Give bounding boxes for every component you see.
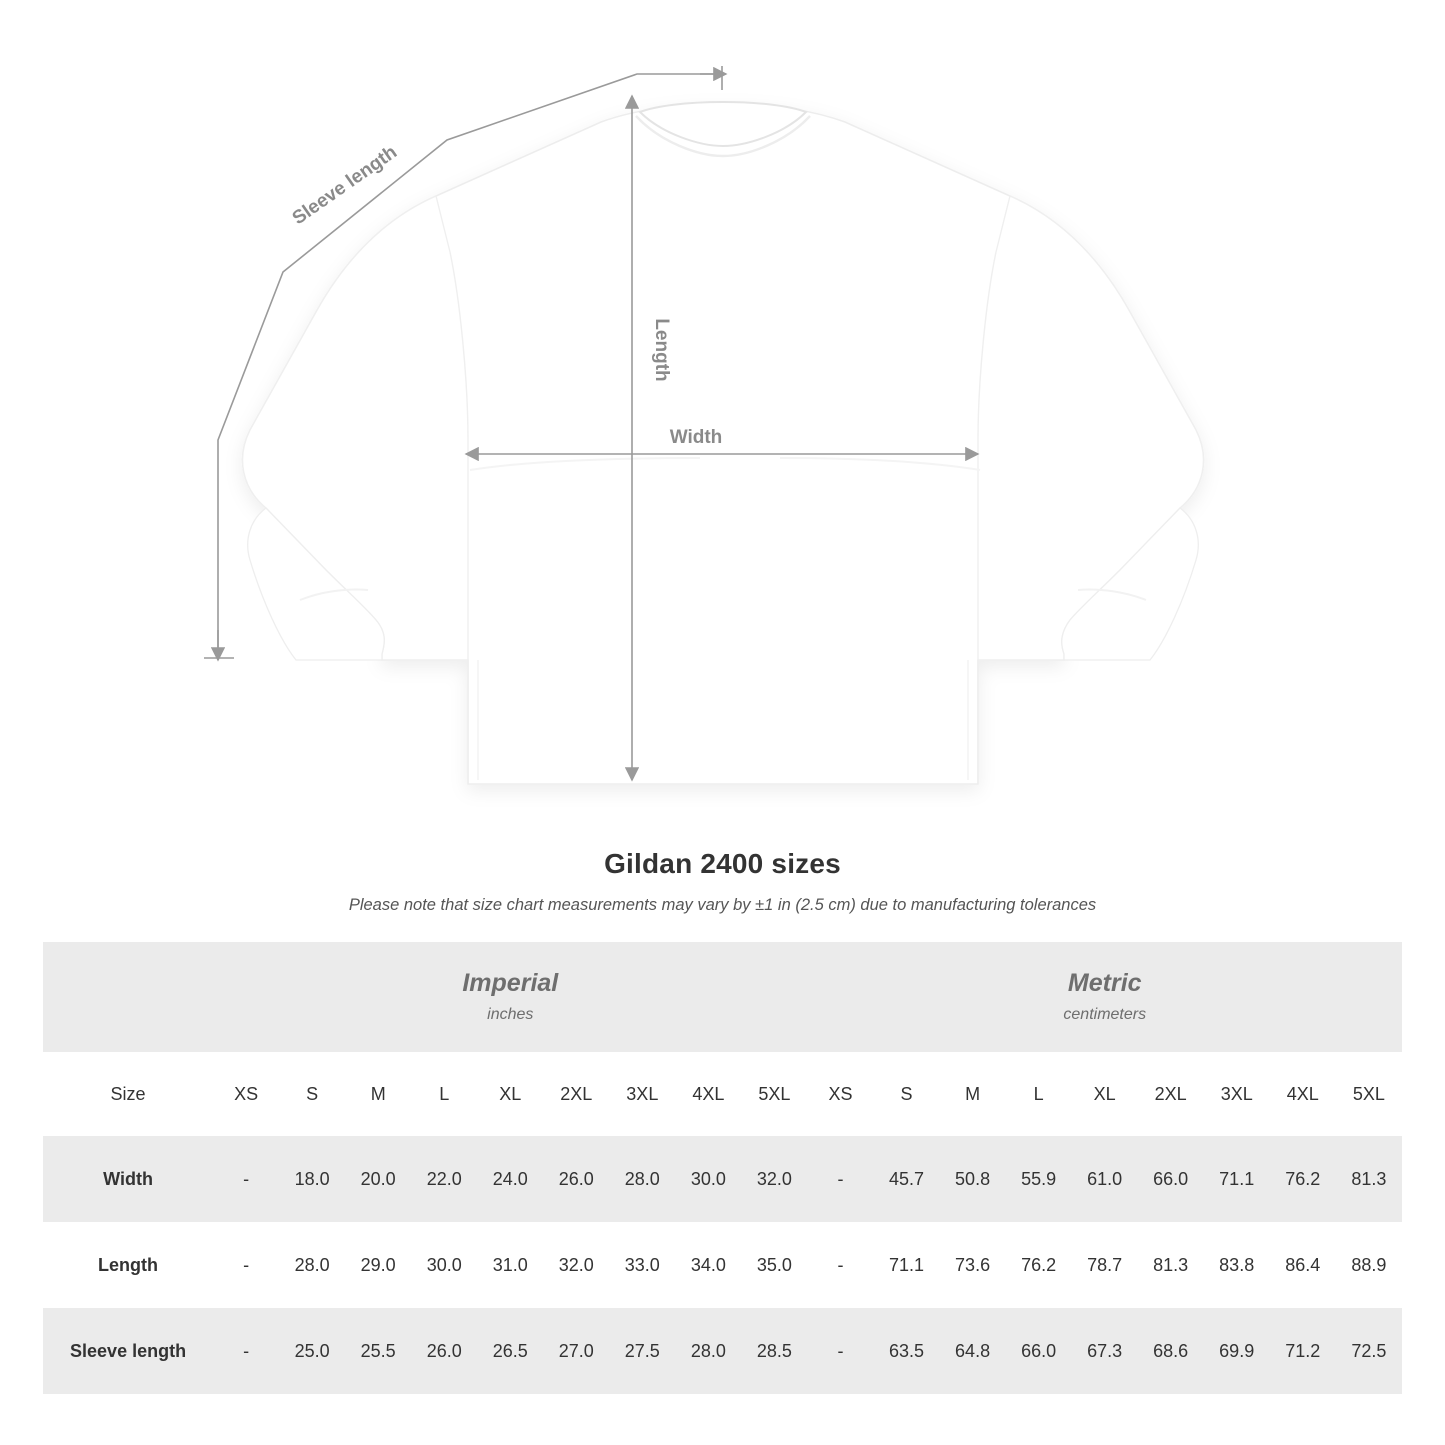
cell-width-xs-cm: - bbox=[808, 1136, 874, 1222]
cell-length-xs-cm: - bbox=[808, 1222, 874, 1308]
cell-length-xl-in: 31.0 bbox=[477, 1222, 543, 1308]
cell-width-3xl-in: 28.0 bbox=[609, 1136, 675, 1222]
cell-sleeve-xl-cm: 67.3 bbox=[1072, 1308, 1138, 1394]
cell-sleeve-2xl-cm: 68.6 bbox=[1138, 1308, 1204, 1394]
size-table-wrap bbox=[43, 942, 1402, 1394]
cell-width-2xl-in: 26.0 bbox=[543, 1136, 609, 1222]
size-col-m-imperial: M bbox=[345, 1052, 411, 1136]
size-col-4xl-imperial: 4XL bbox=[675, 1052, 741, 1136]
cell-length-xl-cm: 78.7 bbox=[1072, 1222, 1138, 1308]
size-col-4xl-metric: 4XL bbox=[1270, 1052, 1336, 1136]
cell-sleeve-l-cm: 66.0 bbox=[1006, 1308, 1072, 1394]
size-col-3xl-metric: 3XL bbox=[1204, 1052, 1270, 1136]
cell-sleeve-3xl-in: 27.5 bbox=[609, 1308, 675, 1394]
cell-length-3xl-in: 33.0 bbox=[609, 1222, 675, 1308]
size-col-2xl-imperial: 2XL bbox=[543, 1052, 609, 1136]
cell-length-4xl-in: 34.0 bbox=[675, 1222, 741, 1308]
cell-length-3xl-cm: 83.8 bbox=[1204, 1222, 1270, 1308]
cell-sleeve-5xl-in: 28.5 bbox=[741, 1308, 807, 1394]
cell-length-l-in: 30.0 bbox=[411, 1222, 477, 1308]
length-label: Length bbox=[651, 318, 672, 382]
unit-group-imperial-name: Imperial bbox=[462, 969, 559, 998]
cell-width-s-cm: 45.7 bbox=[874, 1136, 940, 1222]
cell-sleeve-5xl-cm: 72.5 bbox=[1336, 1308, 1402, 1394]
size-col-l-metric: L bbox=[1006, 1052, 1072, 1136]
cell-width-xl-in: 24.0 bbox=[477, 1136, 543, 1222]
table-row bbox=[43, 1308, 1402, 1394]
cell-sleeve-2xl-in: 27.0 bbox=[543, 1308, 609, 1394]
cell-width-l-cm: 55.9 bbox=[1006, 1136, 1072, 1222]
cell-sleeve-xs-cm: - bbox=[808, 1308, 874, 1394]
unit-group-imperial-sub: inches bbox=[487, 1005, 534, 1023]
size-col-xs-imperial: XS bbox=[213, 1052, 279, 1136]
size-header-row bbox=[43, 1052, 1402, 1136]
unit-group-imperial bbox=[213, 942, 807, 1052]
unit-header-row bbox=[43, 942, 1402, 1052]
size-col-5xl-imperial: 5XL bbox=[741, 1052, 807, 1136]
table-row bbox=[43, 1222, 1402, 1308]
cell-length-xs-in: - bbox=[213, 1222, 279, 1308]
size-col-2xl-metric: 2XL bbox=[1138, 1052, 1204, 1136]
cell-length-5xl-cm: 88.9 bbox=[1336, 1222, 1402, 1308]
size-col-xl-imperial: XL bbox=[477, 1052, 543, 1136]
cell-length-5xl-in: 35.0 bbox=[741, 1222, 807, 1308]
cell-width-xl-cm: 61.0 bbox=[1072, 1136, 1138, 1222]
unit-group-metric-name: Metric bbox=[1067, 969, 1142, 998]
row-label-length: Length bbox=[43, 1222, 213, 1308]
cell-sleeve-4xl-cm: 71.2 bbox=[1270, 1308, 1336, 1394]
cell-width-4xl-cm: 76.2 bbox=[1270, 1136, 1336, 1222]
size-col-l-imperial: L bbox=[411, 1052, 477, 1136]
size-col-s-imperial: S bbox=[279, 1052, 345, 1136]
cell-sleeve-xl-in: 26.5 bbox=[477, 1308, 543, 1394]
cell-width-xs-in: - bbox=[213, 1136, 279, 1222]
cell-sleeve-xs-in: - bbox=[213, 1308, 279, 1394]
width-label: Width bbox=[669, 427, 723, 448]
sleeve-length-label: Sleeve length bbox=[288, 141, 402, 230]
cell-width-m-in: 20.0 bbox=[345, 1136, 411, 1222]
row-label-sleeve-length: Sleeve length bbox=[43, 1308, 213, 1394]
cell-sleeve-l-in: 26.0 bbox=[411, 1308, 477, 1394]
cell-width-2xl-cm: 66.0 bbox=[1138, 1136, 1204, 1222]
size-col-s-metric: S bbox=[874, 1052, 940, 1136]
size-col-xl-metric: XL bbox=[1072, 1052, 1138, 1136]
cell-sleeve-s-in: 25.0 bbox=[279, 1308, 345, 1394]
table-row bbox=[43, 1136, 1402, 1222]
page-title: Gildan 2400 sizes bbox=[604, 848, 841, 879]
cell-length-m-in: 29.0 bbox=[345, 1222, 411, 1308]
cell-length-2xl-cm: 81.3 bbox=[1138, 1222, 1204, 1308]
tolerance-note: Please note that size chart measurements may vary by ±1 in (2.5 cm) due to manufacturing tolerances bbox=[348, 896, 1097, 914]
cell-width-l-in: 22.0 bbox=[411, 1136, 477, 1222]
cell-sleeve-m-in: 25.5 bbox=[345, 1308, 411, 1394]
cell-length-4xl-cm: 86.4 bbox=[1270, 1222, 1336, 1308]
row-label-width: Width bbox=[43, 1136, 213, 1222]
unit-group-metric-sub: centimeters bbox=[1063, 1005, 1147, 1023]
cell-width-m-cm: 50.8 bbox=[940, 1136, 1006, 1222]
cell-width-4xl-in: 30.0 bbox=[675, 1136, 741, 1222]
cell-width-5xl-in: 32.0 bbox=[741, 1136, 807, 1222]
size-col-3xl-imperial: 3XL bbox=[609, 1052, 675, 1136]
size-col-m-metric: M bbox=[940, 1052, 1006, 1136]
cell-width-s-in: 18.0 bbox=[279, 1136, 345, 1222]
unit-group-metric bbox=[808, 942, 1403, 1052]
size-col-5xl-metric: 5XL bbox=[1336, 1052, 1402, 1136]
cell-width-5xl-cm: 81.3 bbox=[1336, 1136, 1402, 1222]
size-header-label: Size bbox=[43, 1052, 213, 1136]
cell-length-s-in: 28.0 bbox=[279, 1222, 345, 1308]
size-col-xs-metric: XS bbox=[808, 1052, 874, 1136]
cell-sleeve-3xl-cm: 69.9 bbox=[1204, 1308, 1270, 1394]
cell-sleeve-4xl-in: 28.0 bbox=[675, 1308, 741, 1394]
cell-length-s-cm: 71.1 bbox=[874, 1222, 940, 1308]
cell-length-l-cm: 76.2 bbox=[1006, 1222, 1072, 1308]
cell-sleeve-s-cm: 63.5 bbox=[874, 1308, 940, 1394]
cell-sleeve-m-cm: 64.8 bbox=[940, 1308, 1006, 1394]
unit-header-spacer bbox=[43, 942, 213, 1052]
size-table bbox=[43, 942, 1402, 1394]
cell-width-3xl-cm: 71.1 bbox=[1204, 1136, 1270, 1222]
cell-length-2xl-in: 32.0 bbox=[543, 1222, 609, 1308]
cell-length-m-cm: 73.6 bbox=[940, 1222, 1006, 1308]
title-block bbox=[0, 848, 1445, 915]
